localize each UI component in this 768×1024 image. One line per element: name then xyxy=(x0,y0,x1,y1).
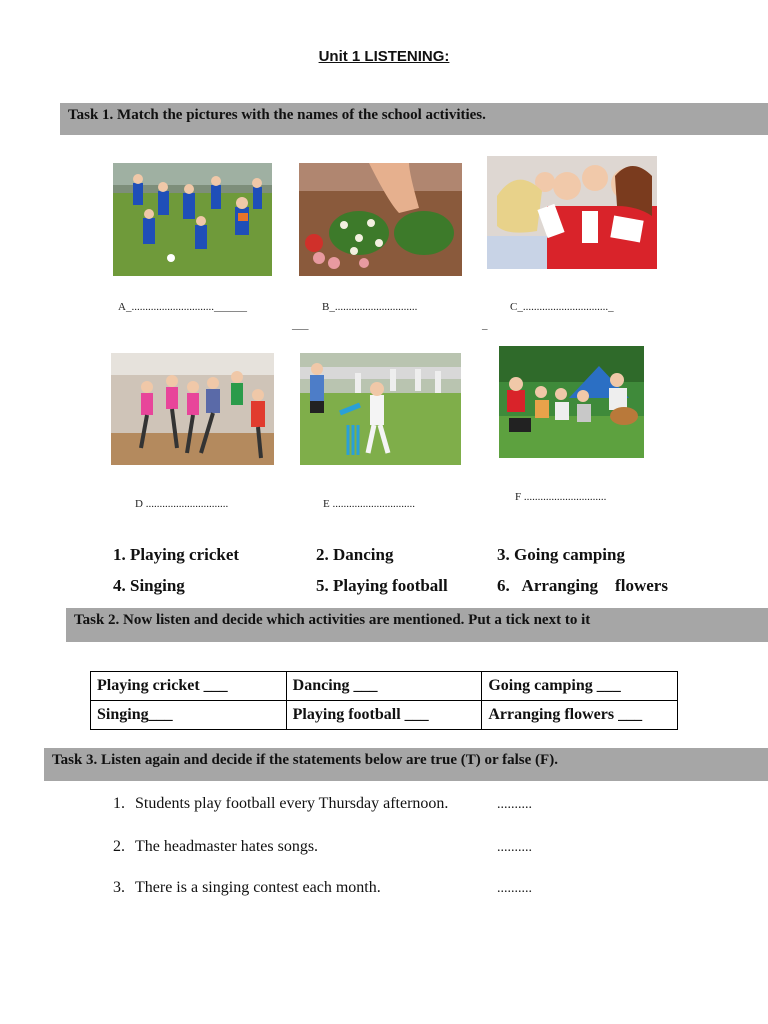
blank-e[interactable]: E .............................. xyxy=(323,498,415,510)
table-row xyxy=(91,701,678,730)
activities-table xyxy=(90,671,678,730)
blank-a-wrap: ___ xyxy=(292,319,309,331)
task3-heading: Task 3. Listen again and decide if the statements below are true (T) or false (F). xyxy=(44,748,768,781)
table-cell[interactable]: Playing football ___ xyxy=(286,701,482,730)
blank-c[interactable]: C_..............................._ xyxy=(510,301,614,313)
statement-2 xyxy=(113,838,318,856)
cricket-photo xyxy=(300,353,461,465)
option-2: 2. Dancing xyxy=(316,545,394,564)
blank-b[interactable]: B_.............................. xyxy=(322,301,418,313)
option-4: 4. Singing xyxy=(113,576,185,595)
answer-blank-3[interactable]: .......... xyxy=(497,881,532,896)
table-cell[interactable]: Going camping ___ xyxy=(482,672,678,701)
blank-c-wrap: _ xyxy=(482,319,488,331)
statement-text: There is a singing contest each month. xyxy=(135,879,381,896)
task2-heading: Task 2. Now listen and decide which activities are mentioned. Put a tick next to it xyxy=(66,608,768,642)
statement-number: 1. xyxy=(113,795,125,812)
dancing-photo xyxy=(111,353,274,465)
table-row xyxy=(91,672,678,701)
table-cell[interactable]: Dancing ___ xyxy=(286,672,482,701)
statement-number: 2. xyxy=(113,838,125,855)
statement-text: The headmaster hates songs. xyxy=(135,838,319,855)
football-photo xyxy=(113,163,272,276)
option-5: 5. Playing football xyxy=(316,576,448,595)
option-1: 1. Playing cricket xyxy=(113,545,240,564)
table-cell[interactable]: Arranging flowers ___ xyxy=(482,701,678,730)
table-cell[interactable]: Singing___ xyxy=(91,701,287,730)
blank-d[interactable]: D .............................. xyxy=(135,498,229,510)
statement-3 xyxy=(113,879,381,897)
option-6: 6. Arranging flowers xyxy=(497,576,668,595)
answer-blank-2[interactable]: .......... xyxy=(497,840,532,855)
page-title: Unit 1 LISTENING: xyxy=(318,48,450,65)
singing-photo xyxy=(487,156,657,269)
task1-heading: Task 1. Match the pictures with the names of the school activities. xyxy=(60,103,768,135)
table-cell[interactable]: Playing cricket ___ xyxy=(91,672,287,701)
blank-a[interactable]: A_..............................______ xyxy=(118,301,247,313)
camping-photo xyxy=(499,346,644,458)
flowers-photo xyxy=(299,163,462,276)
statement-1 xyxy=(113,795,448,813)
answer-blank-1[interactable]: .......... xyxy=(497,797,532,812)
statement-number: 3. xyxy=(113,879,125,896)
option-3: 3. Going camping xyxy=(497,545,625,564)
blank-f[interactable]: F .............................. xyxy=(515,491,607,503)
statement-text: Students play football every Thursday afternoon. xyxy=(135,795,449,812)
